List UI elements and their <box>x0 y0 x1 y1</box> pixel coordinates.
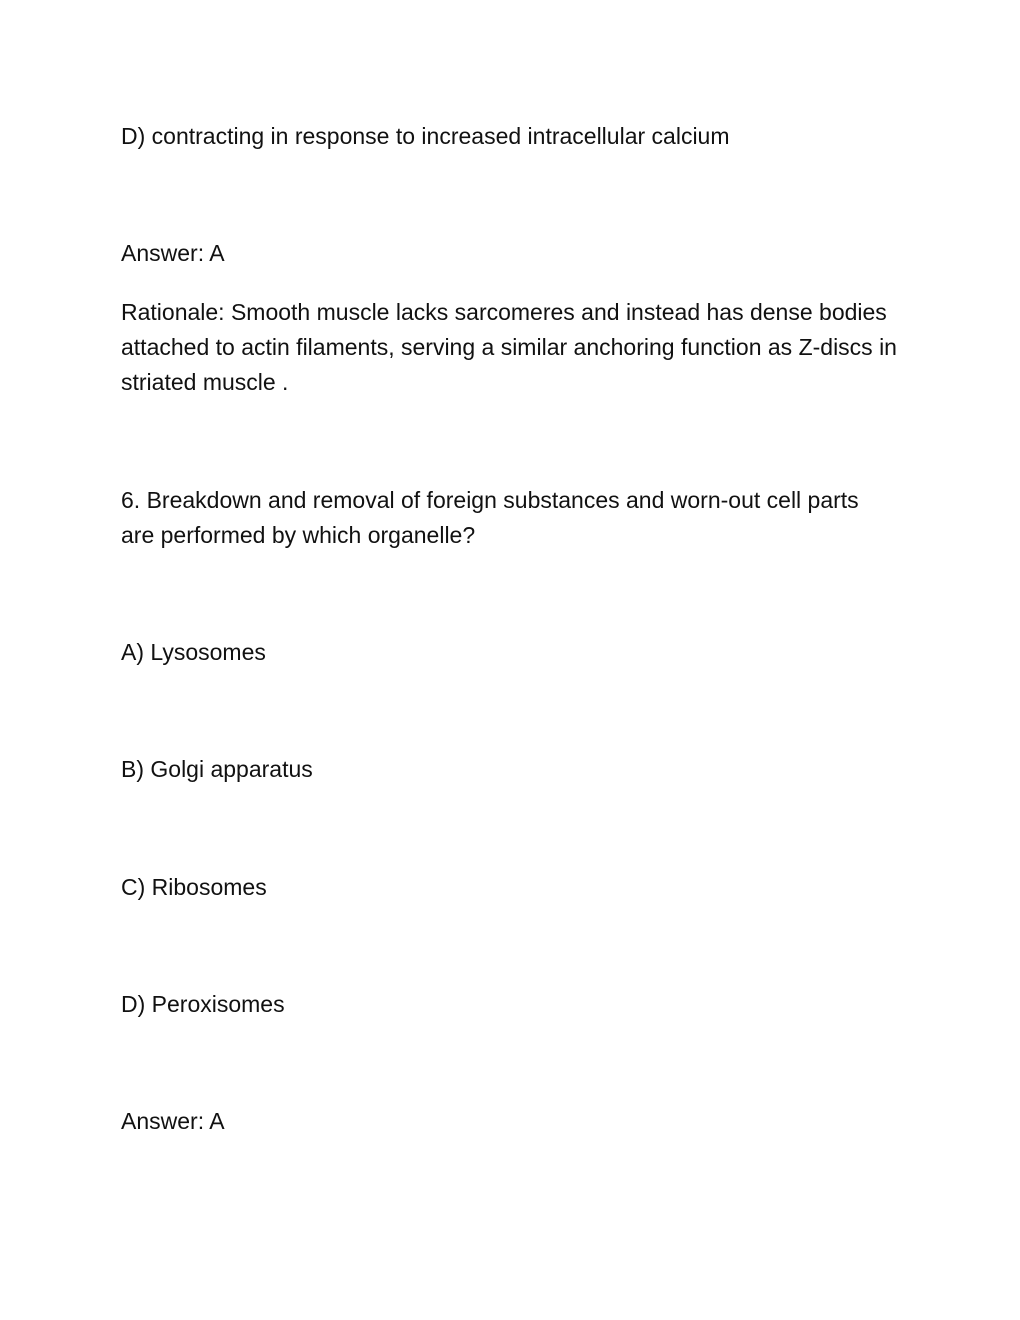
question-6-option-a: A) Lysosomes <box>121 639 266 665</box>
question-6-prompt: 6. Breakdown and removal of foreign substances and worn-out cell parts are performed by which organelle? <box>121 487 859 548</box>
previous-question-option-d: D) contracting in response to increased intracellular calcium <box>121 123 730 149</box>
question-6-option-c: C) Ribosomes <box>121 874 267 900</box>
question-6-option-b: B) Golgi apparatus <box>121 756 313 782</box>
question-6-answer: Answer: A <box>121 1108 225 1134</box>
previous-question-rationale: Rationale: Smooth muscle lacks sarcomeres and instead has dense bodies attached to actin filaments, serving a similar anchoring function as Z-discs in striated muscle . <box>121 299 897 395</box>
previous-question-answer: Answer: A <box>121 240 225 266</box>
question-6-option-d: D) Peroxisomes <box>121 991 285 1017</box>
